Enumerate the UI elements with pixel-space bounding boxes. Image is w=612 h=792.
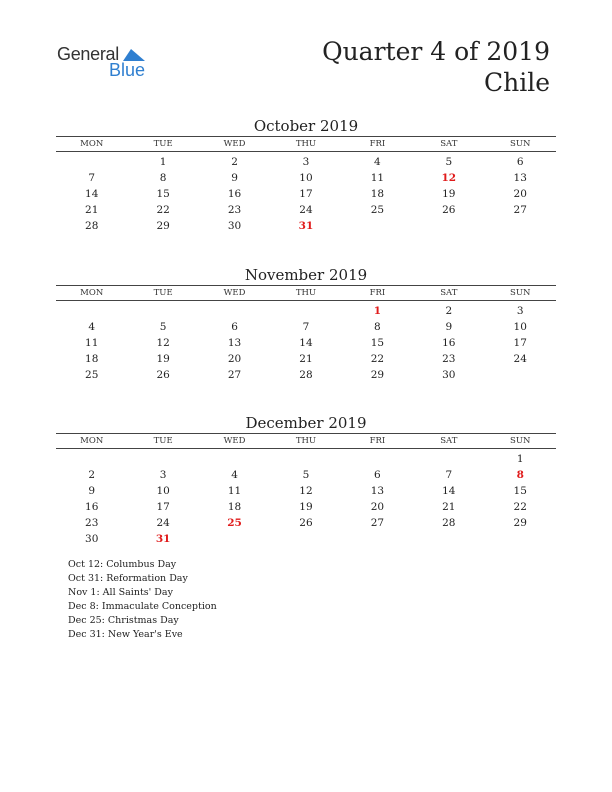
- week-row: [56, 351, 556, 367]
- day-cell: 26: [299, 517, 313, 529]
- day-cell: 29: [370, 369, 385, 381]
- holiday-day-cell: 8: [516, 469, 524, 481]
- day-cell: 27: [513, 204, 527, 216]
- day-cell: 2: [231, 156, 238, 168]
- weekday-label: SUN: [510, 436, 531, 446]
- day-cell: 30: [85, 533, 99, 545]
- day-cell: 22: [513, 501, 527, 513]
- week-row: [56, 483, 556, 499]
- day-cell: 3: [302, 156, 310, 168]
- weekday-label: WED: [223, 288, 246, 298]
- day-cell: 7: [302, 321, 310, 333]
- day-cell: [413, 218, 484, 234]
- day-cell: 3: [159, 469, 167, 481]
- month-title: November 2019: [244, 266, 368, 284]
- day-cell: 28: [85, 220, 99, 232]
- weekday-label: WED: [223, 436, 246, 446]
- weekday-label: WED: [223, 139, 246, 149]
- weekday-label: TUE: [153, 436, 173, 446]
- day-cell: 21: [299, 353, 313, 365]
- day-cell: 10: [156, 485, 170, 497]
- day-cell: [270, 451, 341, 467]
- holiday-day-cell: 25: [227, 517, 242, 529]
- week-row: [56, 202, 556, 218]
- day-cell: 23: [227, 204, 242, 216]
- day-cell: [199, 531, 270, 547]
- holiday-day-cell: 31: [155, 533, 171, 545]
- month-october: [56, 116, 556, 234]
- weekday-label: THU: [295, 436, 317, 446]
- week-row: [56, 154, 556, 170]
- title-quarter: Quarter 4 of 2019: [322, 37, 550, 66]
- holiday-entry: Oct 12: Columbus Day: [68, 559, 177, 570]
- holiday-entry: Dec 31: New Year's Eve: [68, 629, 183, 640]
- day-cell: 17: [156, 501, 170, 513]
- day-cell: [342, 451, 413, 467]
- day-cell: 13: [513, 172, 527, 184]
- weekday-label: SAT: [440, 288, 458, 298]
- day-cell: 18: [227, 501, 242, 513]
- holiday-entry: Oct 31: Reformation Day: [68, 573, 188, 584]
- weekday-label: THU: [295, 288, 317, 298]
- holiday-entry: Dec 25: Christmas Day: [68, 615, 179, 626]
- logo-text-blue: Blue: [109, 60, 146, 80]
- day-cell: 20: [370, 501, 385, 513]
- weekday-label: MON: [80, 436, 104, 446]
- day-cell: 15: [513, 485, 527, 497]
- day-cell: 25: [370, 204, 385, 216]
- day-cell: 8: [159, 172, 167, 184]
- day-cell: [127, 303, 198, 319]
- weekday-label: FRI: [369, 436, 386, 446]
- week-row: [56, 531, 556, 547]
- day-cell: 20: [513, 188, 527, 200]
- day-cell: 13: [227, 337, 242, 349]
- day-cell: 21: [442, 501, 456, 513]
- day-cell: [270, 303, 341, 319]
- day-cell: 6: [374, 469, 381, 481]
- month-title: October 2019: [253, 117, 359, 135]
- day-cell: 30: [227, 220, 242, 232]
- week-row: [56, 335, 556, 351]
- day-cell: 17: [299, 188, 313, 200]
- day-cell: 8: [374, 321, 381, 333]
- day-cell: 11: [370, 172, 385, 184]
- day-cell: 1: [516, 453, 524, 465]
- day-cell: 29: [156, 220, 170, 232]
- day-cell: 19: [299, 501, 313, 513]
- day-cell: 10: [299, 172, 313, 184]
- day-cell: [56, 303, 127, 319]
- day-cell: [270, 531, 341, 547]
- day-cell: [199, 303, 270, 319]
- day-cell: 2: [88, 469, 96, 481]
- week-row: [56, 515, 556, 531]
- day-cell: [413, 531, 484, 547]
- holiday-day-cell: 31: [298, 220, 314, 232]
- month-title: December 2019: [245, 414, 367, 432]
- weekday-label: MON: [80, 288, 104, 298]
- day-cell: 5: [445, 156, 453, 168]
- day-cell: 26: [156, 369, 170, 381]
- weekday-label: SAT: [440, 436, 458, 446]
- week-row: [56, 367, 556, 383]
- day-cell: 16: [85, 501, 99, 513]
- day-cell: 4: [374, 156, 381, 168]
- day-cell: [56, 451, 127, 467]
- day-cell: 14: [85, 188, 99, 200]
- day-cell: 24: [156, 517, 170, 529]
- day-cell: [485, 218, 556, 234]
- weekday-header: [56, 136, 556, 152]
- title-country: Chile: [483, 68, 550, 97]
- day-cell: 15: [156, 188, 170, 200]
- weekday-label: THU: [295, 139, 317, 149]
- week-row: [56, 186, 556, 202]
- day-cell: 18: [85, 353, 99, 365]
- day-cell: 4: [88, 321, 96, 333]
- day-cell: 23: [442, 353, 456, 365]
- day-cell: 10: [513, 321, 527, 333]
- weekday-label: FRI: [369, 139, 386, 149]
- day-cell: 9: [88, 485, 96, 497]
- day-cell: 11: [85, 337, 99, 349]
- day-cell: 28: [442, 517, 456, 529]
- day-cell: [342, 218, 413, 234]
- week-row: [56, 218, 556, 234]
- day-cell: 29: [513, 517, 527, 529]
- weekday-label: SAT: [440, 139, 458, 149]
- day-cell: 22: [370, 353, 385, 365]
- day-cell: 26: [442, 204, 456, 216]
- weekday-header: [56, 433, 556, 449]
- day-cell: 18: [370, 188, 385, 200]
- day-cell: 24: [513, 353, 527, 365]
- day-cell: 7: [88, 172, 96, 184]
- day-cell: 27: [370, 517, 385, 529]
- day-cell: 6: [231, 321, 238, 333]
- day-cell: 28: [299, 369, 313, 381]
- week-row: [56, 499, 556, 515]
- holiday-entry: Dec 8: Immaculate Conception: [68, 601, 217, 612]
- day-cell: 7: [445, 469, 453, 481]
- day-cell: 14: [299, 337, 313, 349]
- week-row: [56, 451, 556, 467]
- day-cell: 30: [442, 369, 456, 381]
- day-cell: 5: [159, 321, 167, 333]
- day-cell: 2: [445, 305, 453, 317]
- day-cell: 27: [227, 369, 242, 381]
- day-cell: [199, 451, 270, 467]
- logo-text-general: General: [57, 44, 119, 64]
- holiday-list: [68, 558, 217, 642]
- weekday-label: TUE: [153, 288, 173, 298]
- holiday-entry: Nov 1: All Saints' Day: [68, 587, 173, 598]
- brand-logo: [57, 44, 157, 80]
- day-cell: 12: [299, 485, 313, 497]
- day-cell: 20: [227, 353, 242, 365]
- day-cell: 25: [85, 369, 99, 381]
- weekday-label: SUN: [510, 288, 531, 298]
- weekday-header: [56, 285, 556, 301]
- day-cell: 19: [156, 353, 170, 365]
- day-cell: [485, 367, 556, 383]
- holiday-day-cell: 1: [373, 305, 382, 317]
- day-cell: [342, 531, 413, 547]
- day-cell: [413, 451, 484, 467]
- day-cell: 6: [516, 156, 524, 168]
- week-row: [56, 319, 556, 335]
- day-cell: [485, 531, 556, 547]
- day-cell: 17: [513, 337, 527, 349]
- day-cell: 5: [302, 469, 310, 481]
- month-november: [56, 265, 556, 383]
- week-row: [56, 303, 556, 319]
- day-cell: 23: [85, 517, 99, 529]
- day-cell: 12: [156, 337, 170, 349]
- day-cell: 21: [85, 204, 99, 216]
- holiday-day-cell: 12: [441, 172, 457, 184]
- weekday-label: TUE: [153, 139, 173, 149]
- day-cell: 19: [442, 188, 456, 200]
- day-cell: 4: [231, 469, 238, 481]
- day-cell: [56, 154, 127, 170]
- week-row: [56, 467, 556, 483]
- day-cell: 3: [516, 305, 524, 317]
- day-cell: 16: [227, 188, 242, 200]
- day-cell: 1: [159, 156, 167, 168]
- weekday-label: FRI: [369, 288, 386, 298]
- month-december: [56, 413, 556, 547]
- page-title: [322, 36, 550, 98]
- day-cell: 24: [299, 204, 313, 216]
- day-cell: 14: [442, 485, 456, 497]
- day-cell: 9: [445, 321, 453, 333]
- week-row: [56, 170, 556, 186]
- day-cell: [127, 451, 198, 467]
- day-cell: 9: [231, 172, 238, 184]
- logo-triangle-icon: [123, 47, 145, 61]
- day-cell: 13: [370, 485, 385, 497]
- day-cell: 15: [370, 337, 385, 349]
- weekday-label: SUN: [510, 139, 531, 149]
- day-cell: 22: [156, 204, 170, 216]
- day-cell: 16: [442, 337, 456, 349]
- weekday-label: MON: [80, 139, 104, 149]
- day-cell: 11: [227, 485, 242, 497]
